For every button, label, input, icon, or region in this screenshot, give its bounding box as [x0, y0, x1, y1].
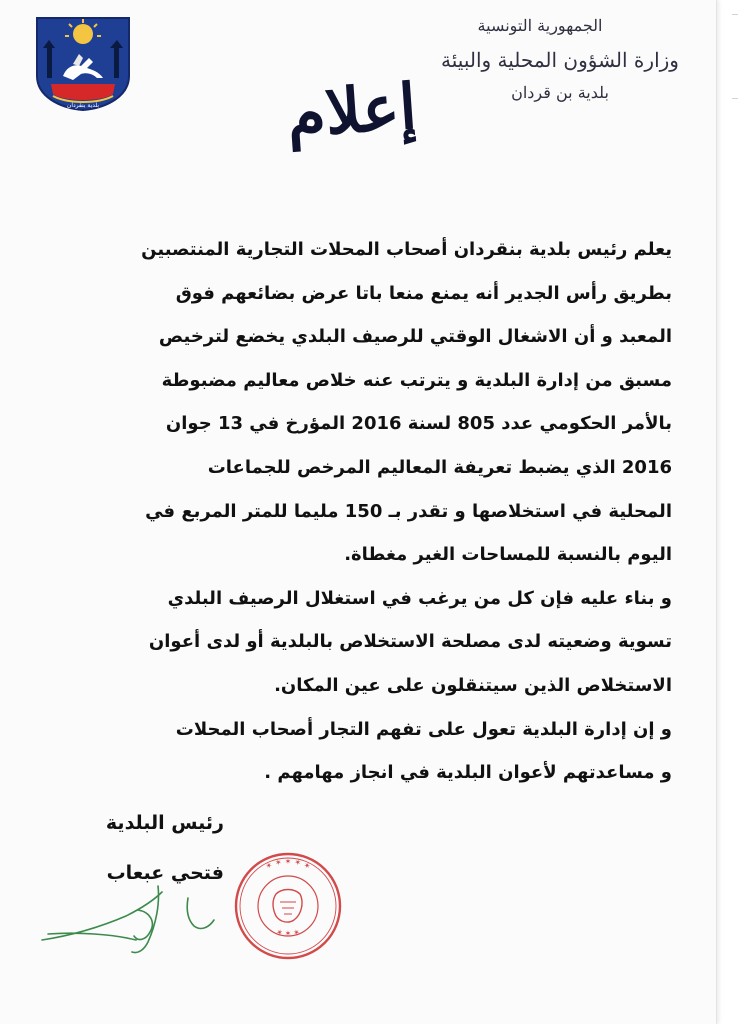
header-ministry: وزارة الشؤون المحلية والبيئة — [441, 48, 679, 72]
seal-lettering: ✶ ✶ ✶ ✶ ✶ — [264, 857, 312, 872]
logo-caption: بلدية بنقردان — [66, 102, 100, 109]
body-line: المعبد و أن الاشغال الوقتي للرصيف البلدي يخضع لترخيص — [158, 326, 672, 348]
body-line: اليوم بالنسبة للمساحات الغير مغطاة. — [344, 544, 672, 566]
document-title: إعلام — [284, 69, 419, 152]
body-line: المحلية في استخلاصها و تقدر بـ 150 مليما للمتر المربع في — [145, 500, 672, 522]
body-line: بالأمر الحكومي عدد 805 لسنة 2016 المؤرخ في 13 جوان — [165, 413, 672, 435]
municipality-logo — [33, 14, 133, 112]
seal-lettering-bottom: ✶ ✶ ✶ — [275, 927, 301, 939]
body-line: بطريق رأس الجدير أنه يمنع منعا باتا عرض بضائعهم فوق — [175, 282, 672, 304]
edge-mark — [732, 98, 738, 99]
header-republic: الجمهورية التونسية — [477, 16, 603, 35]
body-line: و بناء عليه فإن كل من يرغب في استغلال الرصيف البلدي — [167, 587, 672, 609]
signatory-title: رئيس البلدية — [105, 812, 224, 834]
header-municipality: بلدية بن قردان — [511, 83, 609, 102]
official-seal — [232, 850, 344, 962]
body-line: و مساعدتهم لأعوان البلدية في انجاز مهامهم . — [264, 762, 672, 784]
body-line: مسبق من إدارة البلدية و يترتب عنه خلاص معاليم مضبوطة — [161, 369, 672, 391]
body-line: و إن إدارة البلدية تعول على تفهم التجار أصحاب المحلات — [175, 718, 672, 740]
handwritten-signature — [38, 870, 218, 960]
body-line: يعلم رئيس بلدية بنقردان أصحاب المحلات التجارية المنتصبين — [141, 239, 672, 260]
body-line: الاستخلاص الذين سيتنقلون على عين المكان. — [274, 674, 672, 696]
edge-mark — [732, 14, 738, 15]
announcement-body — [72, 228, 672, 795]
body-line: تسوية وضعيته لدى مصلحة الاستخلاص بالبلدية أو لدى أعوان — [148, 631, 672, 653]
body-line: 2016 الذي يضبط تعريفة المعاليم المرخص للجماعات — [207, 456, 672, 478]
letterhead — [430, 16, 690, 103]
signatory-name: فتحي عبعاب — [106, 862, 224, 884]
